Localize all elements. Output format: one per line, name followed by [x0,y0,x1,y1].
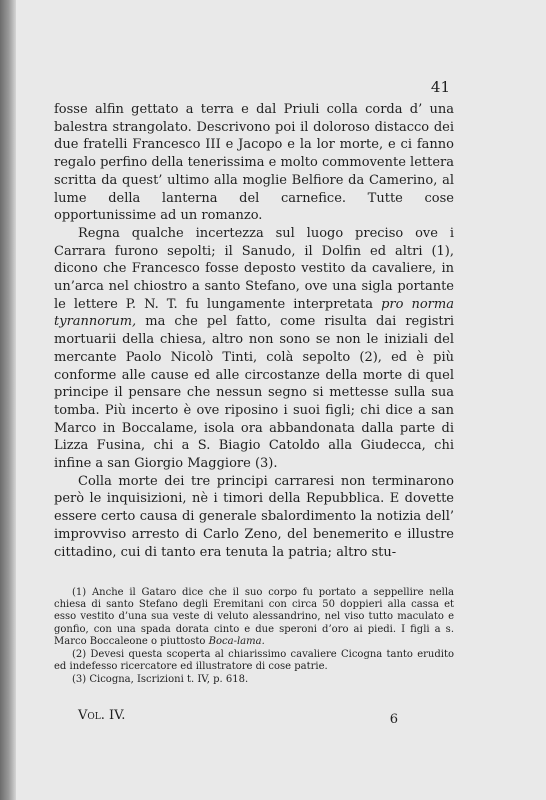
footnote [54,587,454,648]
footnote-text: (1) Anche il Gataro dice che il suo corpo fu portato a seppellire nella chiesa di santo Stefano degli Eremitani con circa 50 doppieri alla cassa et esso vestito d’una sua veste di veluto alessandrino, nel viso tutto maculato e gonfio, con una spada dorata cinto e due speroni d’oro ai piedi. I figli a s. Marco Boccaleone o piuttosto [54,587,454,647]
footnotes [54,587,454,688]
paragraph [54,225,454,473]
paragraph: fosse alfin gettato a terra e dal Priuli colla corda d’ una balestra strangolato. Descrivono poi il doloroso distacco dei due fratelli Francesco III e Jacopo e la lor morte, e ci fanno regalo perfino della tenerissima e molto commovente lettera scritta da quest’ ultimo alla moglie Belfiore da Camerino, al lume della lanterna del carnefice. Tutte cose opportunissime ad un romanzo. [54,102,454,224]
footnote: (2) Devesi questa scoperta al chiarissimo cavaliere Cicogna tanto erudito ed indefesso ricercatore ed illustratore di cose patrie. [54,649,454,673]
main-text [54,101,454,561]
italic-phrase: pro norma tyrannorum, [54,296,454,330]
book-spine-shadow [0,0,16,800]
signature-mark: 6 [389,712,398,727]
paragraph-text: ma che pel fatto, come risulta dai registri mortuarii della chiesa, altro non sono se non le iniziali del mercante Paolo Nicolò Tinti, colà sepolto (2), ed è più conforme alle cause ed alle circostanze della morte di quel principe il pensare che nessun segno si mettesse sulla sua tomba. Più incerto è ove riposino i suoi figli; chi dice a san Marco in Boccalame, isola ora abbandonata dalla parte di Lizza Fusina, chi a S. Biagio Catoldo alla Giudecca, chi infine a san Giorgio Maggiore (3). [54,314,454,472]
italic-phrase: Boca-lama. [208,635,265,647]
page-number: 41 [430,78,450,96]
footnote: (3) Cicogna, Iscrizioni t. IV, p. 618. [72,674,249,686]
paragraph: Colla morte dei tre principi carraresi non terminarono però le inquisizioni, nè i timori della Repubblica. E dovette essere certo causa di generale sbalordimento la notizia dell’ improvviso arresto di Carlo Zeno, del benemerito e illustre cittadino, cui di tanto era tenuta la patria; altro stu- [54,473,454,560]
volume-label: Vol. IV. [78,708,126,723]
paragraph-text: Regna qualche incertezza sul luogo preciso ove i Carrara furono sepolti; il Sanudo, il Dolfin ed altri (1), dicono che Francesco fosse deposto vestito da cavaliere, in un’arca nel chiostro a santo Stefano, ove una sigla portante le lettere P. N. T. fu lungamente interpretata [54,225,454,312]
